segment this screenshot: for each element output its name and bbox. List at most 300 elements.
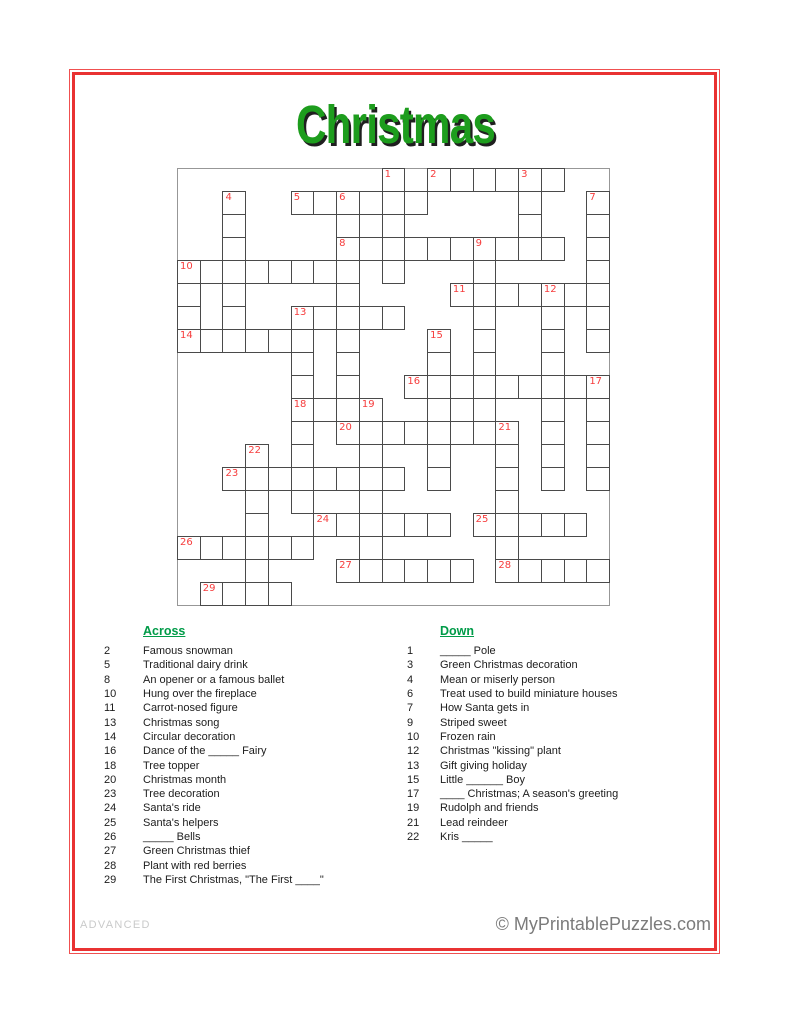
- grid-cell-r13-c4[interactable]: [245, 444, 269, 468]
- down-clue-9: [407, 716, 717, 730]
- down-clue-number-10: 10: [407, 730, 420, 743]
- cell-number-28: 28: [498, 559, 512, 571]
- copyright-text: © MyPrintablePuzzles.com: [495, 914, 711, 934]
- grid-cell-r15-c15[interactable]: [495, 490, 519, 514]
- across-clue-number-13: 13: [104, 716, 117, 729]
- down-clue-number-1: 1: [407, 645, 414, 657]
- grid-cell-r18-c11[interactable]: [404, 559, 428, 583]
- down-clue-text-10: Frozen rain: [440, 730, 496, 743]
- grid-cell-r17-c15[interactable]: [495, 536, 519, 560]
- grid-cell-r6-c14[interactable]: [473, 283, 497, 307]
- grid-cell-r9-c8[interactable]: [336, 352, 360, 376]
- grid-cell-r14-c8[interactable]: [336, 467, 360, 491]
- grid-cell-r8-c6[interactable]: [291, 329, 315, 353]
- grid-cell-r18-c9[interactable]: [359, 559, 383, 583]
- cell-number-5: 5: [293, 191, 301, 203]
- down-clue-text-15: Little ______ Boy: [440, 773, 526, 786]
- down-clue-text-3: Green Christmas decoration: [440, 659, 578, 672]
- grid-cell-r14-c12[interactable]: [427, 467, 451, 491]
- grid-cell-r13-c12[interactable]: [427, 444, 451, 468]
- grid-cell-r1-c15[interactable]: [495, 168, 519, 192]
- grid-cell-r12-c9[interactable]: [359, 421, 383, 445]
- grid-cell-r2-c10[interactable]: [382, 191, 406, 215]
- across-rows: [104, 644, 404, 887]
- across-clue-text-14: Circular decoration: [143, 730, 236, 743]
- down-clue-number-21: 21: [407, 816, 420, 829]
- grid-cell-r8-c4[interactable]: [245, 329, 269, 353]
- grid-cell-r2-c7[interactable]: [313, 191, 337, 215]
- grid-cell-r16-c4[interactable]: [245, 513, 269, 537]
- across-clue-28: [104, 859, 404, 873]
- grid-cell-r5-c8[interactable]: [336, 260, 360, 284]
- grid-cell-r14-c3[interactable]: [222, 467, 246, 491]
- down-clue-7: [407, 701, 717, 715]
- grid-cell-r14-c10[interactable]: [382, 467, 406, 491]
- grid-cell-r11-c6[interactable]: [291, 398, 315, 422]
- down-clue-text-21: Lead reindeer: [440, 816, 508, 829]
- grid-cell-r12-c11[interactable]: [404, 421, 428, 445]
- across-clue-number-24: 24: [104, 802, 117, 815]
- across-clue-text-18: Tree topper: [143, 759, 200, 772]
- grid-cell-r8-c14[interactable]: [473, 329, 497, 353]
- across-clue-number-14: 14: [104, 730, 117, 743]
- grid-cell-r7-c10[interactable]: [382, 306, 406, 330]
- down-clue-number-17: 17: [407, 788, 420, 801]
- across-clue-text-2: Famous snowman: [143, 645, 233, 657]
- across-clue-23: [104, 787, 404, 801]
- grid-cell-r14-c19[interactable]: [586, 467, 610, 491]
- down-clue-list: [407, 623, 717, 844]
- grid-cell-r9-c6[interactable]: [291, 352, 315, 376]
- cell-number-14: 14: [180, 329, 193, 341]
- grid-cell-r1-c17[interactable]: [541, 168, 565, 192]
- grid-cell-r18-c8[interactable]: [336, 559, 360, 583]
- grid-cell-r17-c3[interactable]: [222, 536, 246, 560]
- grid-cell-r12-c17[interactable]: [541, 421, 565, 445]
- grid-cell-r2-c6[interactable]: [291, 191, 315, 215]
- difficulty-label: ADVANCED: [80, 919, 151, 931]
- grid-cell-r7-c3[interactable]: [222, 306, 246, 330]
- grid-cell-r16-c17[interactable]: [541, 513, 565, 537]
- down-clue-text-22: Kris _____: [440, 831, 493, 844]
- across-clue-number-2: 2: [104, 645, 111, 657]
- across-clue-5: [104, 658, 404, 672]
- cell-number-19: 19: [361, 398, 375, 410]
- across-clue-25: [104, 816, 404, 830]
- grid-cell-r7-c17[interactable]: [541, 306, 565, 330]
- grid-cell-r17-c2[interactable]: [200, 536, 224, 560]
- grid-cell-r11-c19[interactable]: [586, 398, 610, 422]
- grid-cell-r5-c3[interactable]: [222, 260, 246, 284]
- grid-cell-r16-c7[interactable]: [313, 513, 337, 537]
- down-clue-number-6: 6: [407, 687, 414, 700]
- across-clue-29: [104, 873, 404, 887]
- grid-cell-r13-c15[interactable]: [495, 444, 519, 468]
- grid-cell-r2-c16[interactable]: [518, 191, 542, 215]
- across-clue-16: [104, 744, 404, 758]
- grid-cell-r19-c3[interactable]: [222, 582, 246, 606]
- across-clue-number-16: 16: [104, 745, 117, 758]
- down-clue-text-4: Mean or miserly person: [440, 673, 555, 686]
- grid-cell-r16-c14[interactable]: [473, 513, 497, 537]
- grid-cell-r5-c14[interactable]: [473, 260, 497, 284]
- down-clue-number-4: 4: [407, 673, 414, 686]
- grid-cell-r17-c1[interactable]: [177, 536, 201, 560]
- grid-cell-r10-c17[interactable]: [541, 375, 565, 399]
- across-clue-2: [104, 644, 404, 658]
- grid-cell-r19-c2[interactable]: [200, 582, 224, 606]
- cell-number-20: 20: [339, 421, 352, 433]
- down-clue-4: [407, 673, 717, 687]
- across-clue-text-20: Christmas month: [143, 773, 227, 786]
- down-clue-number-9: 9: [407, 716, 414, 729]
- grid-cell-r10-c6[interactable]: [291, 375, 315, 399]
- cell-number-2: 2: [430, 169, 437, 180]
- grid-cell-r19-c4[interactable]: [245, 582, 269, 606]
- grid-cell-r5-c1[interactable]: [177, 260, 201, 284]
- grid-cell-r11-c12[interactable]: [427, 398, 451, 422]
- grid-cell-r5-c10[interactable]: [382, 260, 406, 284]
- grid-cell-r11-c8[interactable]: [336, 398, 360, 422]
- grid-cell-r18-c10[interactable]: [382, 559, 406, 583]
- cell-number-17: 17: [589, 375, 603, 387]
- across-clue-27: [104, 844, 404, 858]
- grid-cell-r13-c9[interactable]: [359, 444, 383, 468]
- grid-cell-r5-c2[interactable]: [200, 260, 224, 284]
- grid-cell-r17-c9[interactable]: [359, 536, 383, 560]
- cell-number-10: 10: [180, 260, 193, 272]
- grid-cell-r3-c10[interactable]: [382, 214, 406, 238]
- down-clue-number-19: 19: [407, 802, 420, 815]
- down-clue-21: [407, 816, 717, 830]
- grid-cell-r4-c8[interactable]: [336, 237, 360, 261]
- across-clue-number-29: 29: [104, 874, 117, 886]
- grid-cell-r10-c12[interactable]: [427, 375, 451, 399]
- grid-cell-r10-c14[interactable]: [473, 375, 497, 399]
- grid-cell-r18-c17[interactable]: [541, 559, 565, 583]
- puzzle-title: Christmas: [296, 95, 495, 155]
- grid-cell-r12-c15[interactable]: [495, 421, 519, 445]
- down-rows: [407, 644, 717, 844]
- down-clue-1: [407, 644, 717, 658]
- grid-cell-r6-c13[interactable]: [450, 283, 474, 307]
- cell-number-22: 22: [248, 444, 261, 456]
- cell-number-11: 11: [452, 283, 466, 295]
- grid-cell-r18-c13[interactable]: [450, 559, 474, 583]
- across-clue-text-29: The First Christmas, "The First ____": [143, 874, 324, 886]
- across-clue-number-8: 8: [104, 673, 111, 686]
- grid-cell-r14-c5[interactable]: [268, 467, 292, 491]
- grid-cell-r7-c6[interactable]: [291, 306, 315, 330]
- grid-cell-r16-c15[interactable]: [495, 513, 519, 537]
- grid-cell-r7-c14[interactable]: [473, 306, 497, 330]
- down-clue-6: [407, 687, 717, 701]
- down-clue-text-13: Gift giving holiday: [440, 759, 527, 772]
- across-clue-14: [104, 730, 404, 744]
- grid-cell-r8-c19[interactable]: [586, 329, 610, 353]
- down-clue-text-9: Striped sweet: [440, 716, 507, 729]
- cell-number-9: 9: [475, 237, 482, 249]
- cell-number-29: 29: [202, 582, 216, 594]
- grid-cell-r16-c12[interactable]: [427, 513, 451, 537]
- grid-cell-r19-c5[interactable]: [268, 582, 292, 606]
- grid-cell-r16-c11[interactable]: [404, 513, 428, 537]
- across-clue-number-10: 10: [104, 687, 117, 700]
- grid-cell-r14-c4[interactable]: [245, 467, 269, 491]
- across-clue-20: [104, 773, 404, 787]
- grid-cell-r6-c3[interactable]: [222, 283, 246, 307]
- grid-cell-r12-c6[interactable]: [291, 421, 315, 445]
- across-clue-text-28: Plant with red berries: [143, 859, 247, 872]
- down-clue-text-19: Rudolph and friends: [440, 802, 539, 815]
- grid-cell-r5-c6[interactable]: [291, 260, 315, 284]
- grid-cell-r6-c16[interactable]: [518, 283, 542, 307]
- cell-number-7: 7: [589, 191, 596, 203]
- grid-cell-r17-c6[interactable]: [291, 536, 315, 560]
- grid-cell-r6-c17[interactable]: [541, 283, 565, 307]
- grid-cell-r18-c18[interactable]: [564, 559, 588, 583]
- cell-number-21: 21: [498, 421, 512, 433]
- down-header: Down: [440, 624, 475, 638]
- grid-cell-r6-c15[interactable]: [495, 283, 519, 307]
- grid-cell-r4-c11[interactable]: [404, 237, 428, 261]
- down-clue-text-7: How Santa gets in: [440, 702, 530, 715]
- grid-cell-r4-c15[interactable]: [495, 237, 519, 261]
- grid-cell-r13-c19[interactable]: [586, 444, 610, 468]
- grid-cell-r4-c9[interactable]: [359, 237, 383, 261]
- across-clue-26: [104, 830, 404, 844]
- cell-number-8: 8: [339, 237, 346, 249]
- grid-cell-r14-c7[interactable]: [313, 467, 337, 491]
- grid-cell-r6-c19[interactable]: [586, 283, 610, 307]
- across-clue-text-5: Traditional dairy drink: [143, 659, 248, 672]
- down-clue-number-7: 7: [407, 702, 414, 715]
- grid-cell-r15-c6[interactable]: [291, 490, 315, 514]
- across-clue-13: [104, 716, 404, 730]
- grid-cell-r14-c17[interactable]: [541, 467, 565, 491]
- grid-cell-r4-c17[interactable]: [541, 237, 565, 261]
- grid-cell-r10-c11[interactable]: [404, 375, 428, 399]
- grid-cell-r3-c3[interactable]: [222, 214, 246, 238]
- across-clue-text-23: Tree decoration: [143, 788, 220, 801]
- across-clue-text-25: Santa's helpers: [143, 816, 219, 829]
- cell-number-16: 16: [407, 375, 421, 387]
- down-clue-text-6: Treat used to build miniature houses: [440, 687, 618, 700]
- grid-cell-r4-c19[interactable]: [586, 237, 610, 261]
- grid-cell-r4-c12[interactable]: [427, 237, 451, 261]
- grid-cell-r7-c8[interactable]: [336, 306, 360, 330]
- down-clue-22: [407, 830, 717, 844]
- across-clue-text-8: An opener or a famous ballet: [143, 673, 285, 686]
- grid-cell-r7-c19[interactable]: [586, 306, 610, 330]
- grid-cell-r10-c19[interactable]: [586, 375, 610, 399]
- grid-cell-r12-c13[interactable]: [450, 421, 474, 445]
- grid-cell-r2-c9[interactable]: [359, 191, 383, 215]
- grid-cell-r7-c7[interactable]: [313, 306, 337, 330]
- grid-cell-r8-c17[interactable]: [541, 329, 565, 353]
- down-clue-number-3: 3: [407, 659, 414, 672]
- grid-cell-r2-c11[interactable]: [404, 191, 428, 215]
- grid-cell-r11-c14[interactable]: [473, 398, 497, 422]
- grid-cell-r8-c2[interactable]: [200, 329, 224, 353]
- grid-cell-r7-c1[interactable]: [177, 306, 201, 330]
- grid-cell-r6-c18[interactable]: [564, 283, 588, 307]
- across-clue-number-26: 26: [104, 831, 117, 844]
- grid-cell-r8-c1[interactable]: [177, 329, 201, 353]
- grid-cell-r5-c4[interactable]: [245, 260, 269, 284]
- across-clue-text-26: _____ Bells: [143, 831, 201, 844]
- across-clue-number-20: 20: [104, 773, 117, 786]
- cell-number-6: 6: [339, 191, 346, 203]
- down-clue-12: [407, 744, 717, 758]
- grid-cell-r10-c8[interactable]: [336, 375, 360, 399]
- grid-cell-r6-c1[interactable]: [177, 283, 201, 307]
- grid-cell-r2-c8[interactable]: [336, 191, 360, 215]
- grid-cell-r12-c10[interactable]: [382, 421, 406, 445]
- down-clue-13: [407, 759, 717, 773]
- cell-number-4: 4: [225, 191, 232, 203]
- grid-cell-r18-c4[interactable]: [245, 559, 269, 583]
- grid-cell-r3-c19[interactable]: [586, 214, 610, 238]
- grid-cell-r6-c8[interactable]: [336, 283, 360, 307]
- grid-cell-r8-c3[interactable]: [222, 329, 246, 353]
- down-clue-15: [407, 773, 717, 787]
- across-clue-text-27: Green Christmas thief: [143, 845, 250, 858]
- across-clue-text-16: Dance of the _____ Fairy: [143, 745, 267, 758]
- grid-cell-r4-c3[interactable]: [222, 237, 246, 261]
- grid-cell-r16-c16[interactable]: [518, 513, 542, 537]
- down-clue-number-13: 13: [407, 759, 420, 772]
- grid-cell-r16-c8[interactable]: [336, 513, 360, 537]
- grid-cell-r1-c12[interactable]: [427, 168, 451, 192]
- cell-number-23: 23: [225, 467, 239, 479]
- grid-cell-r14-c15[interactable]: [495, 467, 519, 491]
- grid-cell-r18-c15[interactable]: [495, 559, 519, 583]
- grid-cell-r12-c14[interactable]: [473, 421, 497, 445]
- grid-cell-r16-c9[interactable]: [359, 513, 383, 537]
- grid-cell-r4-c13[interactable]: [450, 237, 474, 261]
- grid-cell-r8-c12[interactable]: [427, 329, 451, 353]
- grid-cell-r8-c5[interactable]: [268, 329, 292, 353]
- grid-cell-r5-c19[interactable]: [586, 260, 610, 284]
- grid-cell-r3-c8[interactable]: [336, 214, 360, 238]
- across-clue-number-23: 23: [104, 788, 117, 801]
- cell-number-15: 15: [430, 329, 443, 341]
- grid-cell-r12-c19[interactable]: [586, 421, 610, 445]
- grid-cell-r9-c14[interactable]: [473, 352, 497, 376]
- grid-cell-r18-c12[interactable]: [427, 559, 451, 583]
- across-clue-number-5: 5: [104, 659, 111, 672]
- across-clue-8: [104, 673, 404, 687]
- grid-cell-r4-c10[interactable]: [382, 237, 406, 261]
- across-clue-number-27: 27: [104, 845, 117, 858]
- down-clue-19: [407, 801, 717, 815]
- down-clue-text-12: Christmas "kissing" plant: [440, 745, 561, 758]
- grid-cell-r3-c16[interactable]: [518, 214, 542, 238]
- grid-cell-r1-c14[interactable]: [473, 168, 497, 192]
- grid-cell-r9-c12[interactable]: [427, 352, 451, 376]
- grid-cell-r11-c7[interactable]: [313, 398, 337, 422]
- grid-cell-r12-c8[interactable]: [336, 421, 360, 445]
- down-clue-10: [407, 730, 717, 744]
- grid-cell-r15-c4[interactable]: [245, 490, 269, 514]
- cell-number-18: 18: [293, 398, 307, 410]
- grid-cell-r2-c3[interactable]: [222, 191, 246, 215]
- grid-cell-r18-c19[interactable]: [586, 559, 610, 583]
- grid-cell-r4-c16[interactable]: [518, 237, 542, 261]
- down-clue-text-17: ____ Christmas; A season's greeting: [440, 788, 619, 801]
- grid-cell-r7-c9[interactable]: [359, 306, 383, 330]
- grid-cell-r13-c6[interactable]: [291, 444, 315, 468]
- grid-cell-r10-c18[interactable]: [564, 375, 588, 399]
- down-clue-17: [407, 787, 717, 801]
- across-clue-list: [104, 623, 404, 887]
- cell-number-27: 27: [339, 559, 352, 571]
- across-clue-11: [104, 701, 404, 715]
- grid-cell-r2-c19[interactable]: [586, 191, 610, 215]
- down-clue-number-12: 12: [407, 745, 420, 758]
- down-clue-number-15: 15: [407, 773, 420, 786]
- cell-number-12: 12: [543, 283, 557, 295]
- across-clue-text-11: Carrot-nosed figure: [143, 702, 238, 715]
- across-clue-text-10: Hung over the fireplace: [143, 687, 257, 700]
- down-clue-text-1: _____ Pole: [440, 645, 496, 657]
- across-clue-number-28: 28: [104, 859, 117, 872]
- grid-cell-r1-c10[interactable]: [382, 168, 406, 192]
- across-clue-number-11: 11: [104, 702, 116, 715]
- cell-number-1: 1: [384, 169, 392, 180]
- grid-cell-r14-c6[interactable]: [291, 467, 315, 491]
- cell-number-13: 13: [293, 306, 307, 318]
- across-clue-10: [104, 687, 404, 701]
- grid-cell-r17-c5[interactable]: [268, 536, 292, 560]
- grid-cell-r15-c9[interactable]: [359, 490, 383, 514]
- cell-number-26: 26: [180, 536, 193, 548]
- grid-cell-r11-c9[interactable]: [359, 398, 383, 422]
- cell-number-25: 25: [475, 513, 489, 525]
- cell-number-3: 3: [521, 169, 528, 180]
- grid-cell-r10-c15[interactable]: [495, 375, 519, 399]
- grid-cell-r9-c17[interactable]: [541, 352, 565, 376]
- grid-cell-r14-c9[interactable]: [359, 467, 383, 491]
- grid-cell-r16-c10[interactable]: [382, 513, 406, 537]
- grid-cell-r4-c14[interactable]: [473, 237, 497, 261]
- grid-cell-r17-c4[interactable]: [245, 536, 269, 560]
- grid-cell-r5-c5[interactable]: [268, 260, 292, 284]
- cell-number-24: 24: [316, 513, 330, 525]
- down-clue-3: [407, 658, 717, 672]
- across-header: Across: [143, 624, 186, 638]
- grid-cell-r5-c7[interactable]: [313, 260, 337, 284]
- grid-cell-r1-c13[interactable]: [450, 168, 474, 192]
- across-clue-text-24: Santa's ride: [143, 802, 201, 815]
- across-clue-18: [104, 759, 404, 773]
- crossword-grid: [177, 168, 610, 606]
- grid-cell-r8-c8[interactable]: [336, 329, 360, 353]
- grid-cell-r1-c16[interactable]: [518, 168, 542, 192]
- grid-cell-r13-c17[interactable]: [541, 444, 565, 468]
- grid-cell-r12-c12[interactable]: [427, 421, 451, 445]
- grid-cell-r11-c17[interactable]: [541, 398, 565, 422]
- grid-cell-r10-c13[interactable]: [450, 375, 474, 399]
- across-clue-number-25: 25: [104, 816, 117, 829]
- grid-cell-r18-c16[interactable]: [518, 559, 542, 583]
- grid-cell-r10-c16[interactable]: [518, 375, 542, 399]
- across-clue-24: [104, 801, 404, 815]
- down-clue-number-22: 22: [407, 831, 420, 844]
- grid-cell-r16-c18[interactable]: [564, 513, 588, 537]
- across-clue-number-18: 18: [104, 759, 117, 772]
